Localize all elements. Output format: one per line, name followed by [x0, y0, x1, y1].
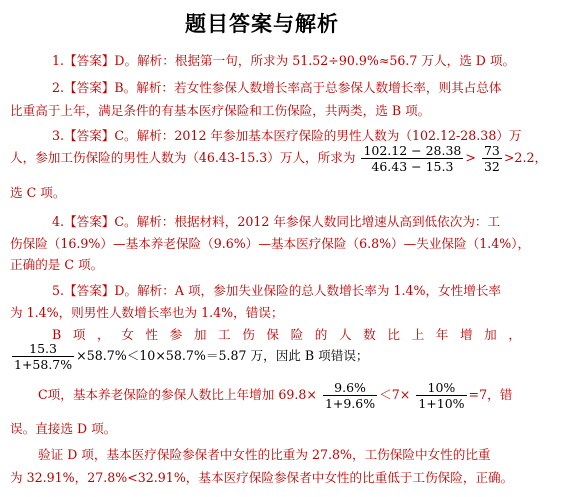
option-b-fraction-denominator: 1+58.7% [14, 357, 73, 372]
answer-3-line-2-text: 人，参加工伤保险的男性人数为（46.43-15.3）万人，所求为 [10, 150, 356, 165]
answer-3-tail: >2.2， [503, 150, 548, 165]
fraction-1-numerator: 102.12 − 28.38 [363, 143, 462, 158]
option-c-fraction-2-numerator: 10% [416, 380, 466, 396]
answer-5-option-b-formula [0, 341, 534, 372]
answer-5-option-b: B项，女性参加工伤保险的人数比上年增加， [52, 327, 533, 342]
option-c-fraction-1-numerator: 9.6% [323, 380, 377, 396]
option-c-fraction-2 [416, 380, 466, 411]
option-c-fraction-2-denominator: 1+10% [418, 396, 465, 411]
answer-3-fraction-2 [482, 143, 502, 174]
option-c-fraction-1-denominator: 1+9.6% [324, 396, 376, 411]
answer-4-line-2: 伤保险（16.9%）—基本养老保险（9.6%）—基本医疗保险（6.8%）—失业保险（1.4%）， [10, 236, 531, 251]
option-c-fraction-1 [323, 380, 377, 411]
option-b-formula-text: ×58.7%＜10×58.7%＝5.87 万，因此 B 项错误； [76, 348, 369, 363]
option-b-fraction-numerator: 15.3 [12, 341, 74, 357]
fraction-2-numerator: 73 [483, 143, 500, 158]
answer-5-option-d-line-2: 为 32.91%，27.8%<32.91%，基本医疗保险参保者中女性的比重低于工伤保险，正确。 [10, 470, 514, 485]
answer-3-fraction-1 [361, 143, 463, 174]
answer-5-option-c-line-2: 误。直接选 D 项。 [10, 421, 117, 436]
answer-5-line-2: 为 1.4%，则男性人数增长率也为 1.4%，错误； [10, 305, 284, 320]
answer-5-option-c [0, 380, 562, 411]
answer-2-line-1: 2.【答案】B。解析：若女性参保人数增长率高于总参保人数增长率，则其占总体 [52, 80, 502, 95]
answer-4-line-1: 4.【答案】C。解析：根据材料，2012 年参保人数同比增速从高到低依次为：工 [52, 214, 501, 229]
greater-than-sign: > [465, 150, 476, 165]
answer-2-line-2: 比重高于上年，满足条件的有基本医疗保险和工伤保险，共两类，选 B 项。 [10, 103, 431, 118]
answer-5-option-d-line-1: 验证 D 项，基本医疗保险参保者中女性的比重为 27.8%，工伤保险中女性的比重 [38, 447, 491, 462]
option-c-tail: =7，错 [468, 387, 513, 402]
option-c-middle: ＜7× [379, 387, 411, 402]
answer-3-line-2 [0, 143, 548, 174]
answer-1: 1.【答案】D。解析：根据第一句，所求为 51.52÷90.9%≈56.7 万人，选 D 项。 [52, 53, 516, 68]
answer-5-line-1: 5.【答案】D。解析：A 项，参加失业保险的总人数增长率为 1.4%，女性增长率 [52, 283, 502, 298]
answer-3-line-1: 3.【答案】C。解析：2012 年参加基本医疗保险的男性人数为（102.12-28.38）万 [52, 128, 522, 143]
option-c-text: C项，基本养老保险的参保人数比上年增加 69.8× [38, 387, 317, 402]
page-title: 题目答案与解析 [185, 12, 339, 36]
fraction-2-denominator: 32 [483, 159, 500, 174]
answer-3-line-3: 选 C 项。 [10, 185, 66, 200]
option-b-fraction [12, 341, 74, 372]
answer-4-line-3: 正确的是 C 项。 [10, 257, 104, 272]
fraction-1-denominator: 46.43 − 15.3 [371, 159, 454, 174]
